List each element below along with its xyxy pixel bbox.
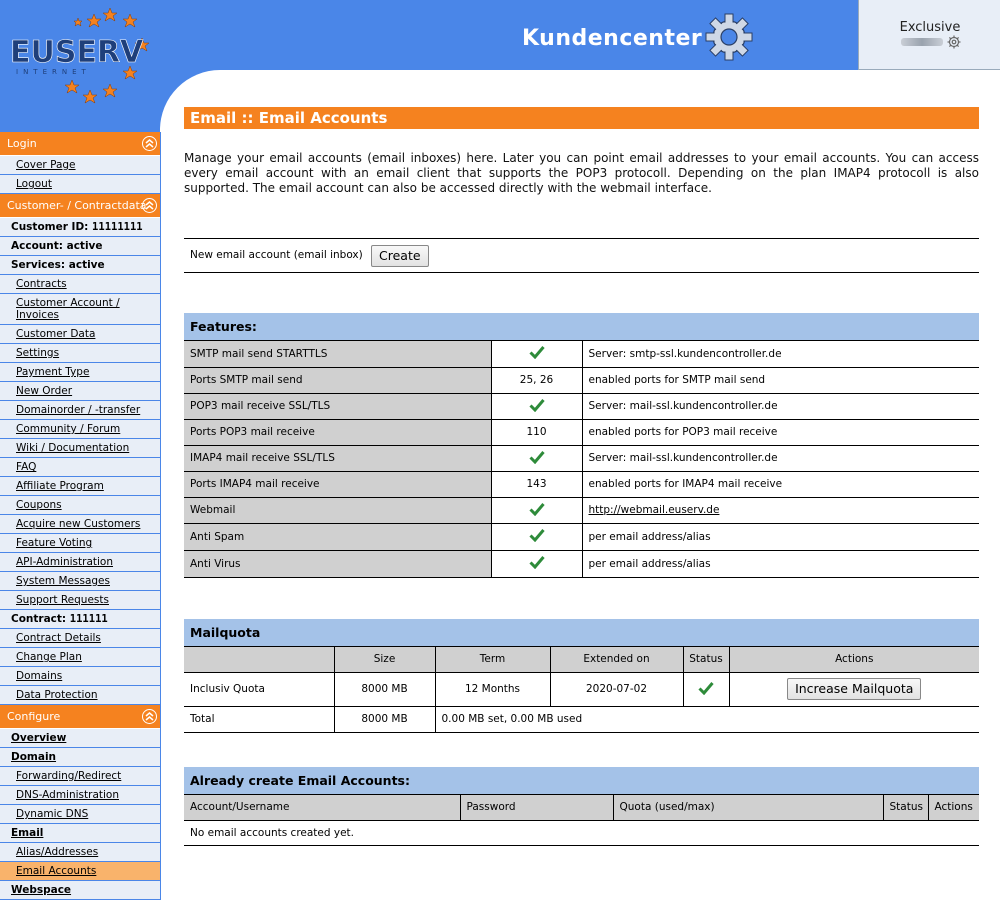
feature-name: SMTP mail send STARTTLS: [184, 341, 491, 367]
quota-actions: [729, 672, 979, 706]
sidebar-item-wiki[interactable]: [0, 439, 160, 458]
account-type-label: Exclusive: [899, 20, 961, 35]
sidebar-item-dns[interactable]: [0, 786, 160, 805]
sidebar-item-settings[interactable]: [0, 344, 160, 363]
logo-graphic: [6, 4, 156, 104]
column-header: Actions: [928, 795, 979, 820]
sidebar-link[interactable]: Affiliate Program: [16, 480, 104, 492]
column-header: Actions: [729, 647, 979, 672]
account-name-blurred: [901, 38, 943, 46]
quota-term: 12 Months: [435, 672, 550, 706]
feature-value: [491, 393, 582, 419]
increase-mailquota-button[interactable]: Increase Mailquota: [787, 678, 921, 700]
sidebar-link[interactable]: Alias/Addresses: [16, 846, 99, 858]
mailquota-heading: Mailquota: [184, 619, 979, 647]
sidebar-head-customer[interactable]: [0, 194, 160, 218]
sidebar-link[interactable]: FAQ: [16, 461, 37, 473]
account-status: Account: active: [0, 237, 160, 256]
sidebar-item-data-protection[interactable]: [0, 686, 160, 705]
feature-name: Ports POP3 mail receive: [184, 419, 491, 445]
total-size: 8000 MB: [334, 706, 435, 732]
check-icon: [529, 502, 545, 516]
sidebar-item-dynamic-dns[interactable]: [0, 805, 160, 824]
feature-desc: Server: smtp-ssl.kundencontroller.de: [582, 341, 979, 367]
mailquota-section: [184, 619, 979, 733]
sidebar-item-alias[interactable]: [0, 843, 160, 862]
feature-desc: Server: mail-ssl.kundencontroller.de: [582, 393, 979, 419]
table-row: [184, 445, 979, 471]
collapse-chevron-icon[interactable]: [142, 709, 157, 724]
quota-size: 8000 MB: [334, 672, 435, 706]
svg-text:EUSERV: EUSERV: [10, 35, 144, 70]
sidebar-item-system-messages[interactable]: [0, 572, 160, 591]
sidebar-link[interactable]: Customer Account / Invoices: [16, 297, 120, 321]
accounts-heading: Already create Email Accounts:: [184, 767, 979, 795]
sidebar-link[interactable]: Support Requests: [16, 594, 109, 606]
sidebar-link[interactable]: Customer Data: [16, 328, 96, 340]
new-account-label: New email account (email inbox): [190, 249, 363, 261]
sidebar-item-domain[interactable]: [0, 748, 160, 767]
sidebar-link[interactable]: Dynamic DNS: [16, 808, 89, 820]
sidebar-link[interactable]: Webspace: [11, 884, 72, 896]
sidebar-item-acquire[interactable]: [0, 515, 160, 534]
check-icon: [529, 345, 545, 359]
sidebar-item-change-plan[interactable]: [0, 648, 160, 667]
sidebar-item-contracts[interactable]: [0, 275, 160, 294]
quota-name: Inclusiv Quota: [184, 672, 334, 706]
feature-name: Ports IMAP4 mail receive: [184, 471, 491, 497]
features-section: [184, 313, 979, 578]
sidebar-link[interactable]: Domainorder / -transfer: [16, 404, 141, 416]
sidebar-item-email-accounts[interactable]: [0, 862, 160, 881]
sidebar-item-new-order[interactable]: [0, 382, 160, 401]
table-header-row: [184, 647, 979, 672]
sidebar-head-login[interactable]: [0, 132, 160, 156]
feature-name: POP3 mail receive SSL/TLS: [184, 393, 491, 419]
create-account-row: [184, 238, 979, 273]
feature-value: 25, 26: [491, 367, 582, 393]
check-icon: [529, 528, 545, 542]
feature-name: Anti Spam: [184, 523, 491, 550]
table-row: [184, 393, 979, 419]
sidebar-item-email[interactable]: [0, 824, 160, 843]
total-usage: 0.00 MB set, 0.00 MB used: [435, 706, 979, 732]
sidebar-item-forwarding[interactable]: [0, 767, 160, 786]
account-box[interactable]: [858, 0, 1000, 70]
column-header: Account/Username: [184, 795, 460, 820]
sidebar-link[interactable]: Email: [11, 827, 44, 839]
sidebar-link[interactable]: Data Protection: [16, 689, 98, 701]
services-status: Services: active: [0, 256, 160, 275]
feature-value: [491, 445, 582, 471]
feature-value: 110: [491, 419, 582, 445]
feature-value: [491, 550, 582, 577]
check-icon: [698, 681, 714, 695]
sidebar-item-api[interactable]: [0, 553, 160, 572]
column-header: Extended on: [550, 647, 683, 672]
column-header: Password: [460, 795, 613, 820]
check-icon: [529, 450, 545, 464]
feature-value: [491, 341, 582, 367]
sidebar-head-configure[interactable]: [0, 705, 160, 729]
feature-value: [491, 523, 582, 550]
accounts-section: [184, 767, 979, 846]
sidebar-link[interactable]: Email Accounts: [16, 865, 97, 877]
intro-text: Manage your email accounts (email inboxes) here. Later you can point email addresses to your email accounts. You can access every email account with an email client that supports the POP3 protocoll. Depending on the plan IMAP4 protocoll is also supported. The email account can also be accessed directly with the webmail interface.: [184, 151, 979, 195]
table-row: [184, 672, 979, 706]
table-row: [184, 341, 979, 367]
table-row: [184, 523, 979, 550]
column-header: Term: [435, 647, 550, 672]
sidebar-item-community[interactable]: [0, 420, 160, 439]
feature-desc: per email address/alias: [582, 523, 979, 550]
feature-value: 143: [491, 471, 582, 497]
feature-name: Ports SMTP mail send: [184, 367, 491, 393]
mailquota-table: [184, 647, 979, 733]
empty-message: No email accounts created yet.: [184, 820, 979, 845]
sidebar-link[interactable]: Settings: [16, 347, 60, 359]
features-table: [184, 341, 979, 578]
sidebar-link[interactable]: Domain: [11, 751, 57, 763]
sidebar-item-feature-voting[interactable]: [0, 534, 160, 553]
sidebar-item-logout[interactable]: [0, 175, 160, 194]
sidebar-link[interactable]: Contract Details: [16, 632, 101, 644]
feature-desc: [582, 497, 979, 523]
sidebar-item-payment-type[interactable]: [0, 363, 160, 382]
kundencenter-title: Kundencenter: [522, 26, 703, 51]
customer-id: Customer ID: 11111111: [0, 218, 160, 237]
sidebar-link[interactable]: Wiki / Documentation: [16, 442, 130, 454]
feature-name: Webmail: [184, 497, 491, 523]
sidebar-link[interactable]: Overview: [11, 732, 67, 744]
table-header-row: [184, 795, 979, 820]
column-header: Size: [334, 647, 435, 672]
table-row: [184, 367, 979, 393]
sidebar-link[interactable]: Logout: [16, 178, 52, 190]
accounts-table: [184, 795, 979, 846]
feature-value: [491, 497, 582, 523]
sidebar-link[interactable]: Domains: [16, 670, 63, 682]
sidebar-item-cover-page[interactable]: [0, 156, 160, 175]
svg-text:INTERNET: INTERNET: [16, 68, 91, 76]
sidebar-link[interactable]: DNS-Administration: [16, 789, 119, 801]
feature-name: IMAP4 mail receive SSL/TLS: [184, 445, 491, 471]
column-header: Status: [883, 795, 928, 820]
total-label: Total: [184, 706, 334, 732]
table-row: [184, 471, 979, 497]
main-content: [184, 107, 979, 839]
sidebar-link[interactable]: Cover Page: [16, 159, 76, 171]
sidebar-item-customer-data[interactable]: [0, 325, 160, 344]
settings-gear-icon[interactable]: [947, 35, 961, 49]
sidebar-link[interactable]: Feature Voting: [16, 537, 93, 549]
check-icon: [529, 555, 545, 569]
sidebar-link[interactable]: Coupons: [16, 499, 62, 511]
sidebar-link[interactable]: Community / Forum: [16, 423, 121, 435]
feature-name: Anti Virus: [184, 550, 491, 577]
sidebar-link[interactable]: Payment Type: [16, 366, 90, 378]
page-title: Email :: Email Accounts: [184, 107, 979, 129]
feature-desc: enabled ports for SMTP mail send: [582, 367, 979, 393]
sidebar-item-faq[interactable]: [0, 458, 160, 477]
table-row: [184, 497, 979, 523]
sidebar-link[interactable]: New Order: [16, 385, 73, 397]
sidebar-link[interactable]: API-Administration: [16, 556, 114, 568]
column-header: Status: [683, 647, 729, 672]
sidebar-item-webspace[interactable]: [0, 881, 160, 900]
feature-desc: Server: mail-ssl.kundencontroller.de: [582, 445, 979, 471]
table-row: [184, 419, 979, 445]
sidebar-item-affiliate[interactable]: [0, 477, 160, 496]
euserv-logo[interactable]: [6, 4, 156, 104]
sidebar-link[interactable]: Forwarding/Redirect: [16, 770, 122, 782]
collapse-chevron-icon[interactable]: [142, 198, 157, 213]
sidebar-item-domainorder[interactable]: [0, 401, 160, 420]
table-row: [184, 550, 979, 577]
contract-id: Contract: 111111: [0, 610, 160, 629]
collapse-chevron-icon[interactable]: [142, 136, 157, 151]
sidebar-head-label: Customer- / Contractdata: [7, 199, 147, 212]
create-button[interactable]: Create: [371, 245, 429, 267]
sidebar-link[interactable]: System Messages: [16, 575, 110, 587]
sidebar: [0, 132, 161, 900]
column-header: Quota (used/max): [613, 795, 883, 820]
sidebar-item-support[interactable]: [0, 591, 160, 610]
column-header: [184, 647, 334, 672]
sidebar-item-contract-details[interactable]: [0, 629, 160, 648]
features-heading: Features:: [184, 313, 979, 341]
gear-logo-icon: [704, 12, 754, 62]
sidebar-item-overview[interactable]: [0, 729, 160, 748]
sidebar-link[interactable]: Change Plan: [16, 651, 82, 663]
sidebar-head-label: Configure: [7, 710, 61, 723]
webmail-link[interactable]: http://webmail.euserv.de: [588, 504, 720, 516]
table-row: [184, 820, 979, 845]
feature-desc: per email address/alias: [582, 550, 979, 577]
check-icon: [529, 398, 545, 412]
quota-status: [683, 672, 729, 706]
sidebar-link[interactable]: Contracts: [16, 278, 67, 290]
sidebar-item-domains[interactable]: [0, 667, 160, 686]
table-row-total: [184, 706, 979, 732]
quota-extended: 2020-07-02: [550, 672, 683, 706]
feature-desc: enabled ports for POP3 mail receive: [582, 419, 979, 445]
sidebar-item-customer-account[interactable]: [0, 294, 160, 325]
feature-desc: enabled ports for IMAP4 mail receive: [582, 471, 979, 497]
sidebar-item-coupons[interactable]: [0, 496, 160, 515]
sidebar-link[interactable]: Acquire new Customers: [16, 518, 141, 530]
sidebar-head-label: Login: [7, 137, 37, 150]
